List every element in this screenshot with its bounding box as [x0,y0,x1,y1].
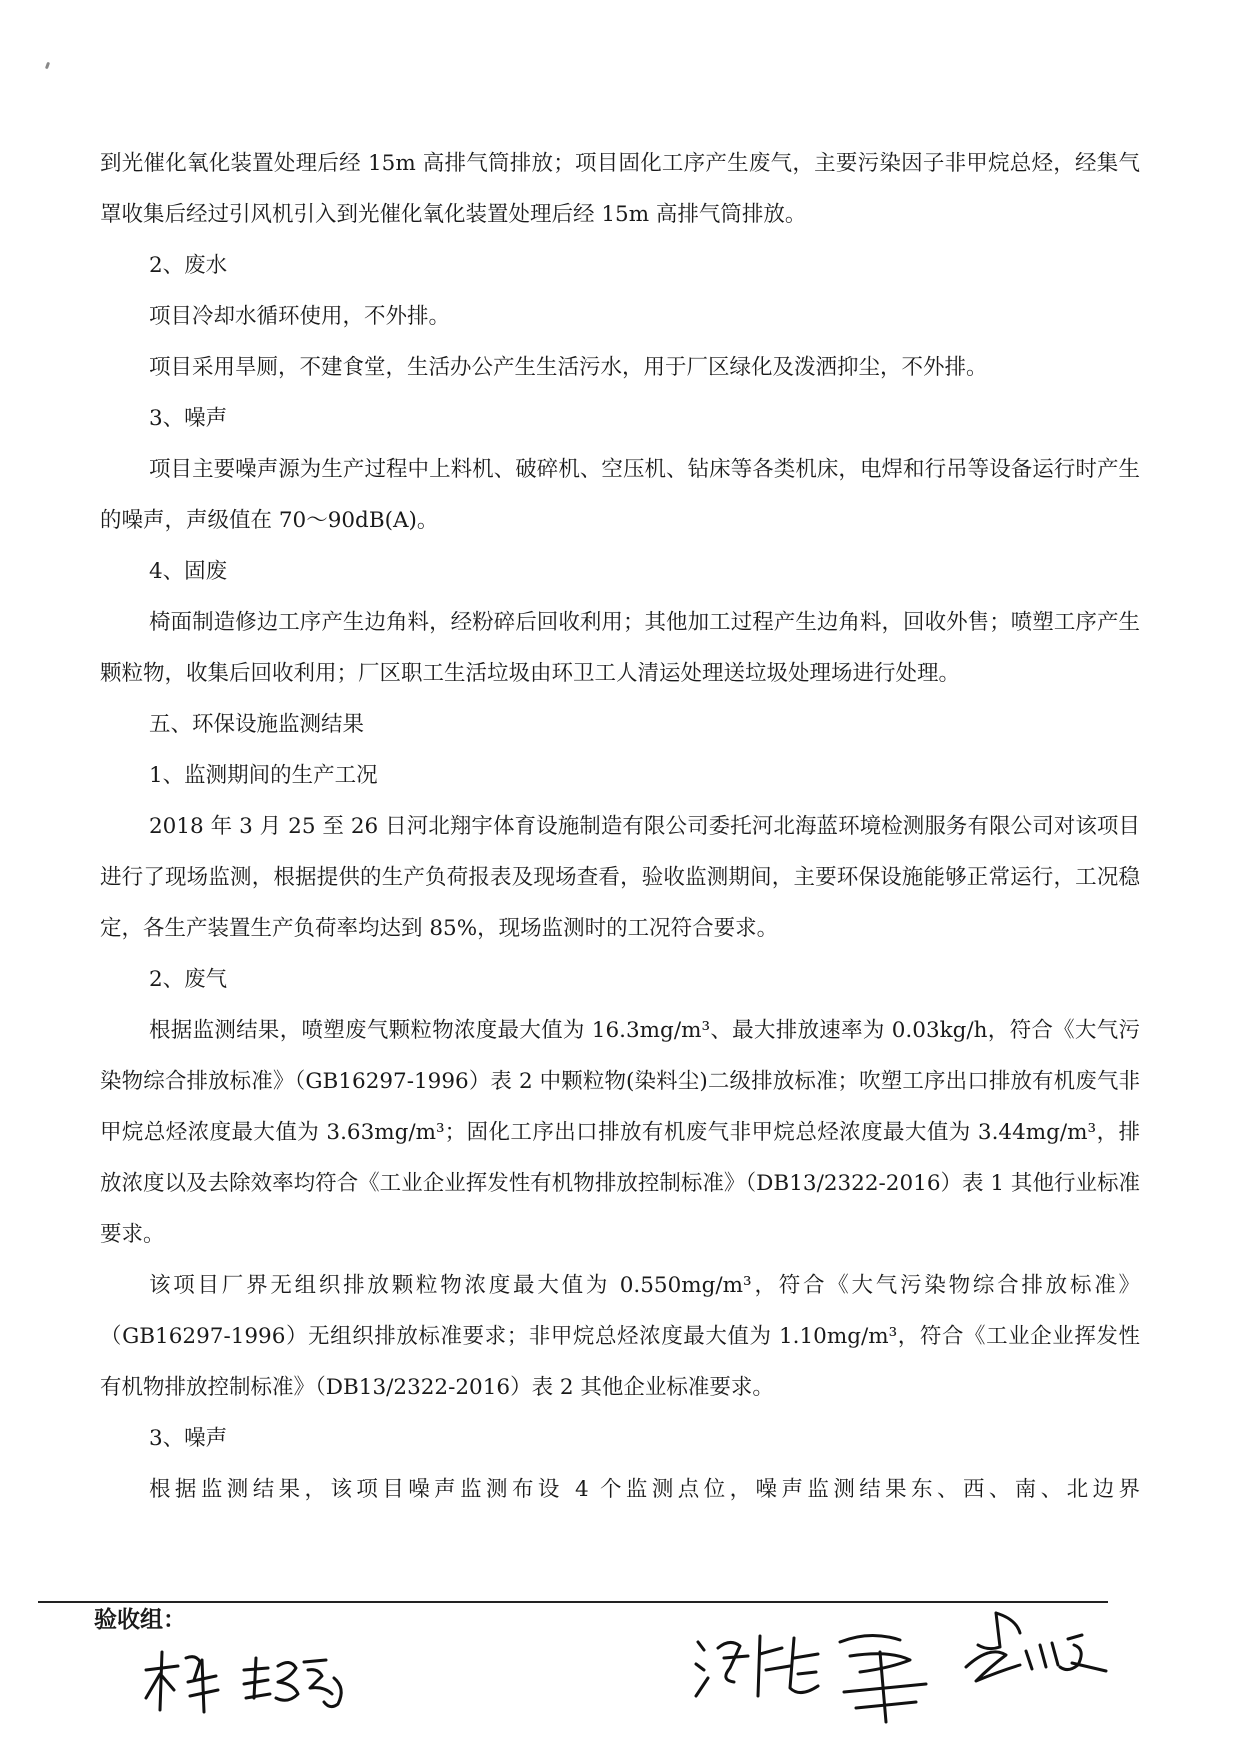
signature-2 [238,1648,358,1718]
paragraph-production-conditions: 2018 年 3 月 25 至 26 日河北翔宇体育设施制造有限公司委托河北海蓝环境检测服务有限公司对该项目进行了现场监测，根据提供的生产负荷报表及现场查看，验收监测期间，主要环保设施能够正常运行，工况稳定，各生产装置生产负荷率均达到 85%，现场监测时的工况符合要求。 [100,814,1140,941]
signature-1 [138,1640,228,1720]
heading-waste-gas: 2、废气 [149,967,228,992]
signature-3 [690,1618,830,1708]
paragraph-continuation: 到光催化氧化装置处理后经 15m 高排气筒排放；项目固化工序产生废气，主要污染因子非甲烷总烃，经集气罩收集后经过引风机引入到光催化氧化装置处理后经 15m 高排气筒排放。 [100,151,1140,227]
paragraph-noise-sources: 项目主要噪声源为生产过程中上料机、破碎机、空压机、钻床等各类机床，电焊和行吊等设备运行时产生的噪声，声级值在 70～90dB(A)。 [100,457,1140,533]
heading-production-conditions: 1、监测期间的生产工况 [149,763,378,788]
acceptance-group-label: 验收组： [94,1607,186,1633]
paragraph-solid-waste: 椅面制造修边工序产生边角料，经粉碎后回收利用；其他加工过程产生边角料，回收外售；喷塑工序产生颗粒物，收集后回收利用；厂区职工生活垃圾由环卫工人清运处理送垃圾处理场进行处理。 [100,610,1140,686]
heading-noise-results: 3、噪声 [149,1426,228,1451]
paragraph-waste-gas-results: 根据监测结果，喷塑废气颗粒物浓度最大值为 16.3mg/m³、最大排放速率为 0.03kg/h，符合《大气污染物综合排放标准》（GB16297-1996）表 2 中颗粒物(染料尘)二级排放标准；吹塑工序出口排放有机废气非甲烷总烃浓度最大值为 3.63mg/m³；固化工序出口排放有机废气非甲烷总烃浓度最大值为 3.44mg/m³，排放浓度以及去除效率均符合《工业企业挥发性有机物排放控制标准》（DB13/2322-2016）表 1 其他行业标准要求。 [100,1018,1140,1247]
section-heading-monitoring: 五、环保设施监测结果 [149,712,365,737]
heading-wastewater: 2、废水 [149,253,228,278]
paragraph-cooling-water: 项目冷却水循环使用，不外排。 [149,304,451,329]
paragraph-fugitive-emissions: 该项目厂界无组织排放颗粒物浓度最大值为 0.550mg/m³，符合《大气污染物综合排放标准》（GB16297-1996）无组织排放标准要求；非甲烷总烃浓度最大值为 1.10mg/m³，符合《工业企业挥发性有机物排放控制标准》（DB13/2322-2016）表 2 其他企业标准要求。 [100,1273,1140,1400]
paragraph-noise-results: 根据监测结果，该项目噪声监测布设 4 个监测点位，噪声监测结果东、西、南、北边界 [149,1477,1140,1502]
signature-4 [830,1622,940,1732]
paragraph-toilet: 项目采用旱厕，不建食堂，生活办公产生生活污水，用于厂区绿化及泼洒抑尘，不外排。 [149,355,988,380]
document-body [100,138,1140,1515]
heading-noise: 3、噪声 [149,406,228,431]
signature-5 [960,1605,1110,1705]
footer-divider [38,1601,1108,1603]
heading-solid-waste: 4、固废 [149,559,228,584]
scan-speck [45,62,50,70]
